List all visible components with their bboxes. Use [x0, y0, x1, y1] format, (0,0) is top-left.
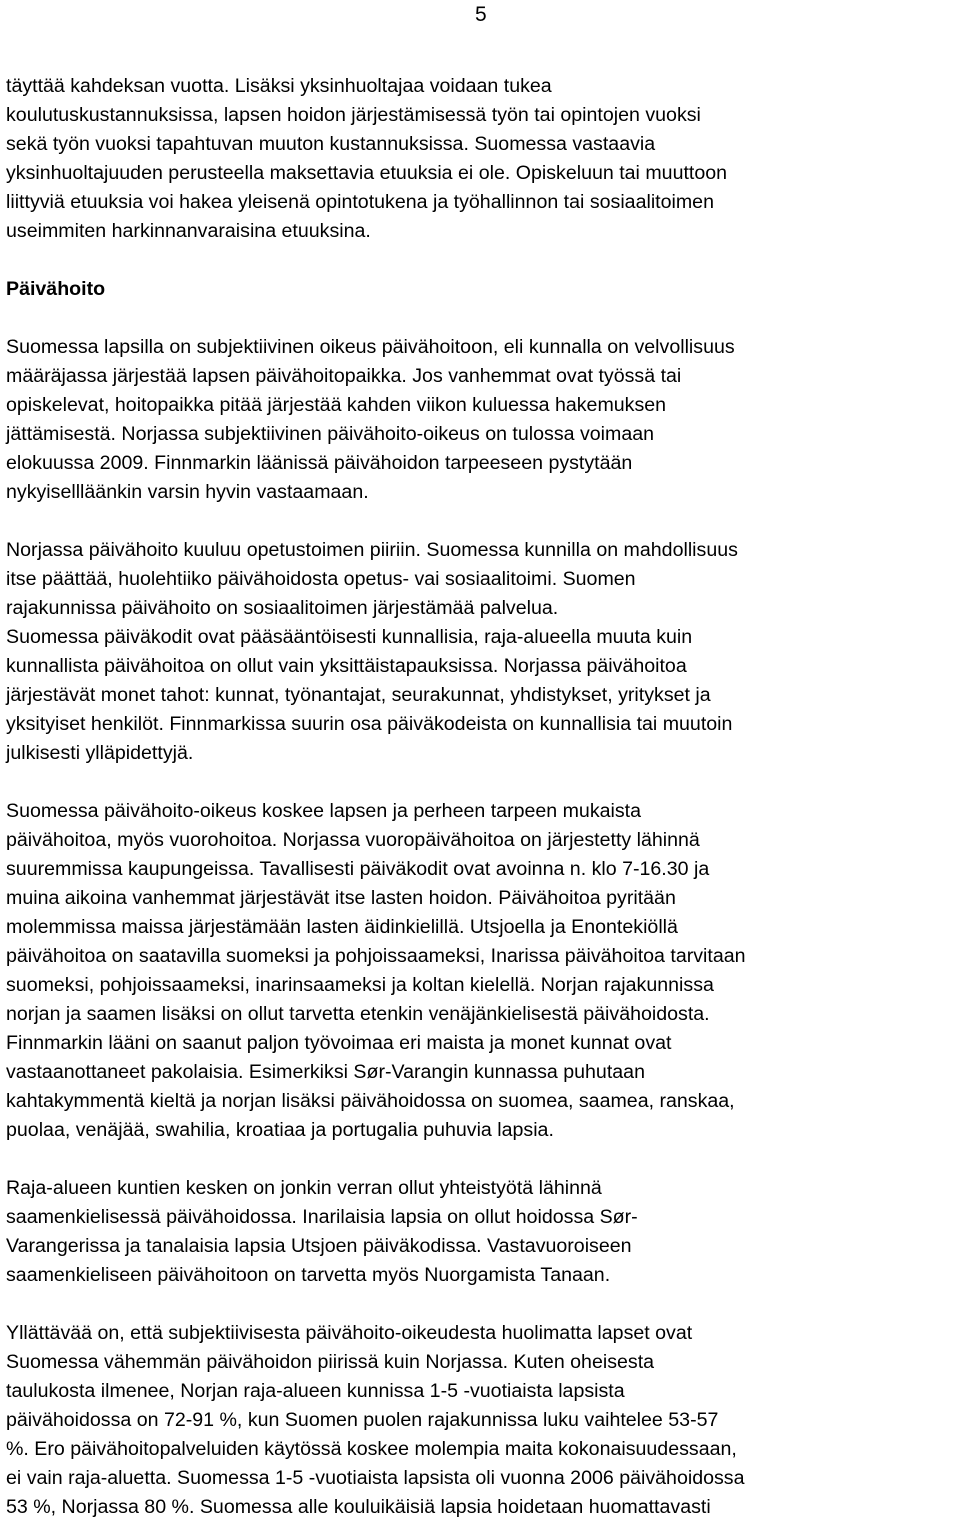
text-line: päivähoitoa, myös vuorohoitoa. Norjassa vuoropäivähoitoa on järjestetty lähinnä	[6, 829, 700, 851]
paragraph	[6, 536, 958, 768]
text-line: Suomessa päivähoito-oikeus koskee lapsen ja perheen tarpeen mukaista	[6, 800, 642, 822]
text-line: rajakunnissa päivähoito on sosiaalitoimen järjestämää palvelua.	[6, 597, 559, 619]
text-line: julkisesti ylläpidettyjä.	[6, 742, 194, 764]
text-line: suuremmissa kaupungeissa. Tavallisesti päiväkodit ovat avoinna n. klo 7-16.30 ja	[6, 858, 710, 880]
paragraph	[6, 333, 958, 507]
text-line: taulukosta ilmenee, Norjan raja-alueen kunnissa 1-5 -vuotiaista lapsista	[6, 1380, 625, 1402]
text-line: saamenkieliseen päivähoitoon on tarvetta myös Nuorgamista Tanaan.	[6, 1264, 611, 1286]
paragraph	[6, 72, 958, 246]
document-body	[6, 72, 958, 1522]
text-line: määräjassa järjestää lapsen päivähoitopaikka. Jos vanhemmat ovat työssä tai	[6, 365, 682, 387]
text-line: Raja-alueen kuntien kesken on jonkin verran ollut yhteistyötä lähinnä	[6, 1177, 602, 1199]
text-line: elokuussa 2009. Finnmarkin läänissä päivähoidon tarpeeseen pystytään	[6, 452, 633, 474]
text-line: Suomessa lapsilla on subjektiivinen oikeus päivähoitoon, eli kunnalla on velvollisuus	[6, 336, 735, 358]
text-line: 53 %, Norjassa 80 %. Suomessa alle kouluikäisiä lapsia hoidetaan huomattavasti	[6, 1496, 711, 1518]
page-number: 5	[475, 3, 487, 26]
paragraph	[6, 1174, 958, 1290]
text-line: liittyviä etuuksia voi hakea yleisenä opintotukena ja työhallinnon tai sosiaalitoimen	[6, 191, 714, 213]
heading-text: Päivähoito	[6, 278, 106, 300]
text-line: norjan ja saamen lisäksi on ollut tarvetta etenkin venäjänkielisestä päivähoidosta.	[6, 1003, 710, 1025]
paragraph	[6, 1319, 958, 1522]
text-line: päivähoidossa on 72-91 %, kun Suomen puolen rajakunnissa luku vaihtelee 53-57	[6, 1409, 719, 1431]
text-line: nykyisellläänkin varsin hyvin vastaamaan.	[6, 481, 369, 503]
text-line: puolaa, venäjää, swahilia, kroatiaa ja portugalia puhuvia lapsia.	[6, 1119, 554, 1141]
text-line: järjestävät monet tahot: kunnat, työnantajat, seurakunnat, yhdistykset, yritykset ja	[6, 684, 711, 706]
text-line: opiskelevat, hoitopaikka pitää järjestää kahden viikon kuluessa hakemuksen	[6, 394, 667, 416]
text-line: vastaanottaneet pakolaisia. Esimerkiksi Sør-Varangin kunnassa puhutaan	[6, 1061, 645, 1083]
text-line: ei vain raja-aluetta. Suomessa 1-5 -vuotiaista lapsista oli vuonna 2006 päivähoidossa	[6, 1467, 745, 1489]
paragraph	[6, 797, 958, 1145]
text-line: jättämisestä. Norjassa subjektiivinen päivähoito-oikeus on tulossa voimaan	[6, 423, 655, 445]
text-line: Norjassa päivähoito kuuluu opetustoimen piiriin. Suomessa kunnilla on mahdollisuus	[6, 539, 738, 561]
text-line: Suomessa vähemmän päivähoidon piirissä kuin Norjassa. Kuten oheisesta	[6, 1351, 655, 1373]
text-line: Suomessa päiväkodit ovat pääsääntöisesti kunnallisia, raja-alueella muuta kuin	[6, 626, 693, 648]
text-line: täyttää kahdeksan vuotta. Lisäksi yksinhuoltajaa voidaan tukea	[6, 75, 552, 97]
text-line: kunnallista päivähoitoa on ollut vain yksittäistapauksissa. Norjassa päivähoitoa	[6, 655, 687, 677]
text-line: Finnmarkin lääni on saanut paljon työvoimaa eri maista ja monet kunnat ovat	[6, 1032, 672, 1054]
text-line: kahtakymmentä kieltä ja norjan lisäksi päivähoidossa on suomea, saamea, ranskaa,	[6, 1090, 735, 1112]
text-line: yksinhuoltajuuden perusteella maksettavia etuuksia ei ole. Opiskeluun tai muuttoon	[6, 162, 728, 184]
text-line: itse päättää, huolehtiiko päivähoidosta opetus- vai sosiaalitoimi. Suomen	[6, 568, 636, 590]
text-line: %. Ero päivähoitopalveluiden käytössä koskee molempia maita kokonaisuudessaan,	[6, 1438, 737, 1460]
text-line: yksityiset henkilöt. Finnmarkissa suurin osa päiväkodeista on kunnallisia tai muutoin	[6, 713, 733, 735]
text-line: Varangerissa ja tanalaisia lapsia Utsjoen päiväkodissa. Vastavuoroiseen	[6, 1235, 632, 1257]
text-line: sekä työn vuoksi tapahtuvan muuton kustannuksissa. Suomessa vastaavia	[6, 133, 656, 155]
text-line: molemmissa maissa järjestämään lasten äidinkielillä. Utsjoella ja Enontekiöllä	[6, 916, 678, 938]
text-line: suomeksi, pohjoissaameksi, inarinsaameksi ja koltan kielellä. Norjan rajakunnissa	[6, 974, 714, 996]
text-line: useimmiten harkinnanvaraisina etuuksina.	[6, 220, 371, 242]
text-line: päivähoitoa on saatavilla suomeksi ja pohjoissaameksi, Inarissa päivähoitoa tarvitaan	[6, 945, 746, 967]
text-line: saamenkielisessä päivähoidossa. Inarilaisia lapsia on ollut hoidossa Sør-	[6, 1206, 638, 1228]
text-line: koulutuskustannuksissa, lapsen hoidon järjestämisessä työn tai opintojen vuoksi	[6, 104, 701, 126]
text-line: muina aikoina vanhemmat järjestävät itse lasten hoidon. Päivähoitoa pyritään	[6, 887, 676, 909]
section-heading	[6, 275, 958, 304]
text-line: Yllättävää on, että subjektiivisesta päivähoito-oikeudesta huolimatta lapset ovat	[6, 1322, 693, 1344]
